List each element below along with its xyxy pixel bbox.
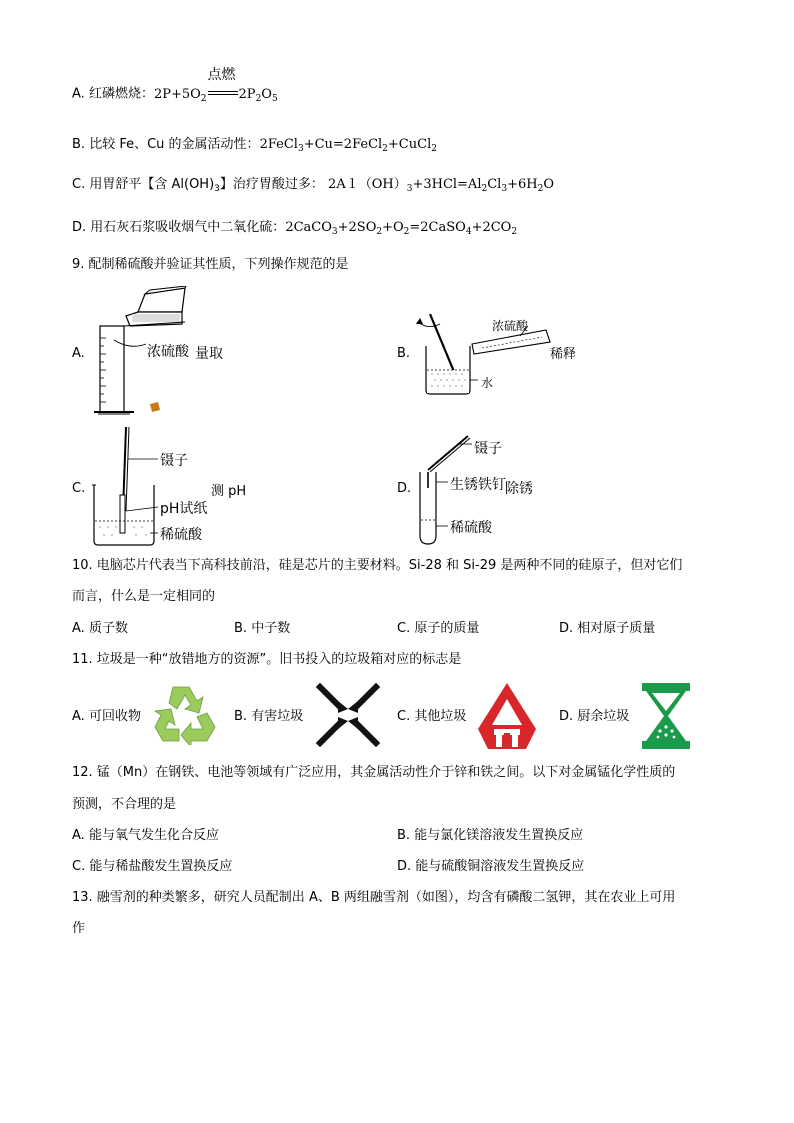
q10-option-b: B. 中子数	[234, 621, 291, 636]
equation: $2CaCO_3+2SO_2+O_2=2CaSO_4+2CO_2$	[285, 220, 518, 237]
q12-option-d: D. 能与硫酸铜溶液发生置换反应	[397, 859, 585, 874]
q9-stem: 9. 配制稀硫酸并验证其性质，下列操作规范的是	[72, 257, 349, 272]
q10-stem-line2: 而言，什么是一定相同的	[72, 589, 216, 604]
other-waste-icon	[474, 681, 540, 751]
q9-b-water-label: 水	[481, 376, 494, 390]
q9-a-reagent-label: 浓硫酸	[147, 344, 189, 360]
q9-a-action-label: 量取	[195, 346, 223, 362]
q8-option-c	[72, 177, 554, 193]
ph-paper-icon	[120, 495, 125, 533]
q9-c-paper-label: pH试纸	[160, 501, 208, 517]
q12-option-c: C. 能与稀盐酸发生置换反应	[72, 859, 233, 874]
graduated-cylinder-icon	[94, 326, 146, 414]
option-letter: B.	[72, 137, 86, 152]
ph-test-figure	[90, 425, 160, 550]
option-letter: A.	[72, 86, 85, 102]
equation: $2P+5O_2$ 点燃 $2P_2O_5$	[153, 67, 278, 104]
kitchen-waste-icon	[638, 681, 694, 751]
beaker-icon	[426, 346, 470, 394]
q9-b-action-label: 稀释	[550, 347, 577, 362]
q8-option-d	[72, 220, 517, 236]
q9-option-d-letter: D.	[397, 481, 412, 496]
q10-option-d: D. 相对原子质量	[559, 621, 656, 636]
q8-option-a	[72, 67, 278, 104]
harmful-waste-icon	[316, 683, 380, 747]
q8-option-b	[72, 137, 437, 153]
q11-stem: 11. 垃圾是一种“放错地方的资源”。旧书投入的垃圾箱对应的标志是	[72, 652, 462, 667]
equation: 2FeCl$_3$+Cu=2FeCl$_2$+CuCl$_2$	[259, 137, 437, 154]
q10-option-a: A. 质子数	[72, 621, 128, 636]
option-letter: D.	[72, 220, 87, 235]
q9-d-nail-label: 生锈铁钉	[450, 477, 506, 493]
reaction-condition: 点燃	[207, 67, 236, 83]
recyclable-icon	[151, 683, 219, 745]
q12-option-a: A. 能与氧气发生化合反应	[72, 828, 219, 843]
q9-c-tweezers-label: 镊子	[160, 453, 188, 469]
q9-d-action-label: 除锈	[505, 481, 533, 497]
q13-stem-line2: 作	[72, 921, 86, 936]
q9-b-reagent-label: 浓硫酸	[492, 319, 529, 333]
q12-stem-line1: 12. 锰（Mn）在钢铁、电池等领域有广泛应用，其金属活动性介于锌和铁之间。以下对金属锰化学性质的	[72, 765, 676, 780]
q9-d-tweezers-label: 镊子	[474, 441, 502, 457]
q9-c-action-label: 测 pH	[211, 484, 247, 499]
q9-c-acid-label: 稀硫酸	[160, 527, 202, 543]
q9-option-c-letter: C.	[72, 481, 86, 496]
equation: $2A1(OH)_3+3HCl=Al_2Cl_3+6H_2O$	[328, 177, 554, 194]
option-label: 用石灰石浆吸收烟气中二氧化硫：	[90, 220, 286, 235]
tweezers-icon	[428, 436, 470, 472]
option-label: 用胃舒平【含 $Al(OH)_3$】治疗胃酸过多：	[89, 177, 324, 194]
option-label: 红磷燃烧：	[88, 86, 154, 102]
option-letter: C.	[72, 177, 86, 192]
q9-d-acid-label: 稀硫酸	[450, 520, 492, 536]
q12-stem-line2: 预测，不合理的是	[72, 797, 177, 812]
q12-option-b: B. 能与氯化镁溶液发生置换反应	[397, 828, 584, 843]
q9-option-a-letter: A.	[72, 346, 85, 361]
q11-option-d: D. 厨余垃圾	[559, 709, 630, 724]
q9-option-b-letter: B.	[397, 346, 411, 361]
reaction-condition-arrow	[207, 67, 239, 102]
reagent-bottle-icon	[124, 286, 186, 326]
q11-option-b: B. 有害垃圾	[234, 709, 304, 724]
option-label: 比较 Fe、Cu 的金属活动性：	[89, 137, 260, 152]
q11-option-a: A. 可回收物	[72, 709, 141, 724]
q11-option-c: C. 其他垃圾	[397, 709, 467, 724]
q10-option-c: C. 原子的质量	[397, 621, 480, 636]
q13-stem-line1: 13. 融雪剂的种类繁多，研究人员配制出 A、B 两组融雪剂（如图），均含有磷酸二氢钾，其在农业上可用	[72, 890, 676, 905]
q10-stem-line1: 10. 电脑芯片代表当下高科技前沿，硅是芯片的主要材料。Si-28 和 Si-29 是两种不同的硅原子，但对它们	[72, 558, 683, 573]
